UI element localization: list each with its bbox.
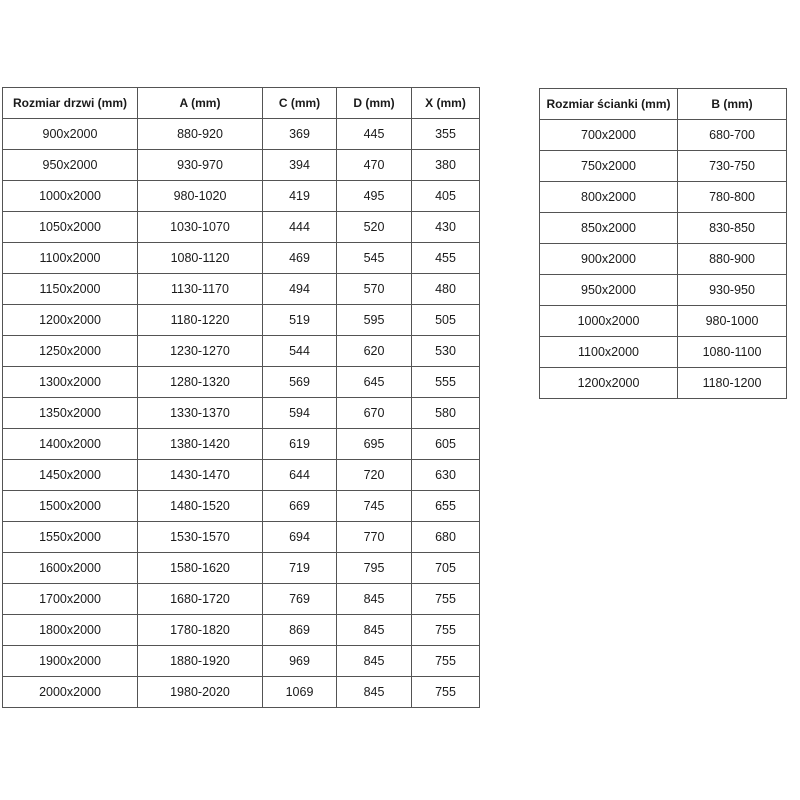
table-row — [3, 119, 480, 150]
table-cell: 2000x2000 — [3, 677, 138, 708]
door-sizes-header-row — [3, 88, 480, 119]
table-row — [3, 336, 480, 367]
table-cell: 969 — [263, 646, 337, 677]
table-cell: 755 — [412, 584, 480, 615]
table-cell: 800x2000 — [540, 182, 678, 213]
table-row — [3, 305, 480, 336]
table-cell: 494 — [263, 274, 337, 305]
table-row — [3, 553, 480, 584]
table-cell: 445 — [337, 119, 412, 150]
table-cell: 1150x2000 — [3, 274, 138, 305]
table-cell: 930-950 — [678, 275, 787, 306]
table-row — [3, 522, 480, 553]
table-cell: 769 — [263, 584, 337, 615]
table-cell: 1480-1520 — [138, 491, 263, 522]
table-cell: 869 — [263, 615, 337, 646]
table-row — [540, 151, 787, 182]
table-cell: 1230-1270 — [138, 336, 263, 367]
table-cell: 1080-1100 — [678, 337, 787, 368]
table-cell: 544 — [263, 336, 337, 367]
table-cell: 1000x2000 — [540, 306, 678, 337]
table-cell: 720 — [337, 460, 412, 491]
table-cell: 730-750 — [678, 151, 787, 182]
table-cell: 1000x2000 — [3, 181, 138, 212]
table-cell: 1280-1320 — [138, 367, 263, 398]
table-cell: 595 — [337, 305, 412, 336]
table-cell: 355 — [412, 119, 480, 150]
table-cell: 845 — [337, 677, 412, 708]
table-cell: 755 — [412, 615, 480, 646]
table-row — [3, 212, 480, 243]
table-cell: 880-920 — [138, 119, 263, 150]
table-cell: 930-970 — [138, 150, 263, 181]
table-row — [3, 677, 480, 708]
table-cell: 520 — [337, 212, 412, 243]
table-cell: 1780-1820 — [138, 615, 263, 646]
table-cell: 1430-1470 — [138, 460, 263, 491]
table-cell: 1100x2000 — [3, 243, 138, 274]
table-row — [540, 182, 787, 213]
table-row — [3, 584, 480, 615]
table-cell: 380 — [412, 150, 480, 181]
table-cell: 1200x2000 — [3, 305, 138, 336]
table-cell: 430 — [412, 212, 480, 243]
table-cell: 1980-2020 — [138, 677, 263, 708]
table-row — [3, 243, 480, 274]
table-cell: 580 — [412, 398, 480, 429]
table-cell: 405 — [412, 181, 480, 212]
table-row — [540, 275, 787, 306]
table-row — [3, 181, 480, 212]
table-cell: 1180-1220 — [138, 305, 263, 336]
column-header: C (mm) — [263, 88, 337, 119]
table-cell: 680-700 — [678, 120, 787, 151]
table-cell: 1550x2000 — [3, 522, 138, 553]
table-row — [3, 429, 480, 460]
table-cell: 605 — [412, 429, 480, 460]
table-cell: 795 — [337, 553, 412, 584]
table-cell: 719 — [263, 553, 337, 584]
table-cell: 444 — [263, 212, 337, 243]
table-cell: 555 — [412, 367, 480, 398]
table-cell: 1400x2000 — [3, 429, 138, 460]
table-cell: 845 — [337, 584, 412, 615]
table-cell: 620 — [337, 336, 412, 367]
table-cell: 655 — [412, 491, 480, 522]
table-cell: 680 — [412, 522, 480, 553]
table-cell: 1900x2000 — [3, 646, 138, 677]
table-row — [3, 367, 480, 398]
table-cell: 394 — [263, 150, 337, 181]
table-cell: 950x2000 — [540, 275, 678, 306]
table-cell: 594 — [263, 398, 337, 429]
table-cell: 1800x2000 — [3, 615, 138, 646]
table-cell: 545 — [337, 243, 412, 274]
table-cell: 830-850 — [678, 213, 787, 244]
table-cell: 630 — [412, 460, 480, 491]
table-cell: 700x2000 — [540, 120, 678, 151]
column-header: B (mm) — [678, 89, 787, 120]
table-cell: 1180-1200 — [678, 368, 787, 399]
table-cell: 1250x2000 — [3, 336, 138, 367]
table-row — [3, 646, 480, 677]
table-cell: 695 — [337, 429, 412, 460]
table-cell: 470 — [337, 150, 412, 181]
table-cell: 900x2000 — [3, 119, 138, 150]
column-header: D (mm) — [337, 88, 412, 119]
table-cell: 1200x2000 — [540, 368, 678, 399]
table-cell: 644 — [263, 460, 337, 491]
table-cell: 1450x2000 — [3, 460, 138, 491]
table-cell: 780-800 — [678, 182, 787, 213]
table-row — [3, 274, 480, 305]
door-sizes-table — [2, 87, 480, 708]
table-cell: 670 — [337, 398, 412, 429]
table-cell: 669 — [263, 491, 337, 522]
table-cell: 1100x2000 — [540, 337, 678, 368]
table-cell: 950x2000 — [3, 150, 138, 181]
table-cell: 850x2000 — [540, 213, 678, 244]
table-cell: 1130-1170 — [138, 274, 263, 305]
wall-sizes-header-row — [540, 89, 787, 120]
table-cell: 455 — [412, 243, 480, 274]
table-cell: 1080-1120 — [138, 243, 263, 274]
table-cell: 495 — [337, 181, 412, 212]
table-cell: 1700x2000 — [3, 584, 138, 615]
table-cell: 1880-1920 — [138, 646, 263, 677]
table-cell: 1069 — [263, 677, 337, 708]
table-row — [3, 615, 480, 646]
table-row — [3, 460, 480, 491]
table-cell: 900x2000 — [540, 244, 678, 275]
table-cell: 1380-1420 — [138, 429, 263, 460]
table-cell: 755 — [412, 646, 480, 677]
table-cell: 419 — [263, 181, 337, 212]
table-cell: 369 — [263, 119, 337, 150]
table-row — [3, 150, 480, 181]
table-cell: 705 — [412, 553, 480, 584]
table-cell: 505 — [412, 305, 480, 336]
table-cell: 1580-1620 — [138, 553, 263, 584]
table-cell: 480 — [412, 274, 480, 305]
table-cell: 1500x2000 — [3, 491, 138, 522]
table-row — [3, 398, 480, 429]
table-cell: 530 — [412, 336, 480, 367]
table-cell: 645 — [337, 367, 412, 398]
table-cell: 1350x2000 — [3, 398, 138, 429]
column-header: Rozmiar ścianki (mm) — [540, 89, 678, 120]
table-cell: 1530-1570 — [138, 522, 263, 553]
column-header: A (mm) — [138, 88, 263, 119]
table-cell: 750x2000 — [540, 151, 678, 182]
table-row — [540, 213, 787, 244]
table-cell: 1330-1370 — [138, 398, 263, 429]
column-header: Rozmiar drzwi (mm) — [3, 88, 138, 119]
table-cell: 569 — [263, 367, 337, 398]
table-cell: 1600x2000 — [3, 553, 138, 584]
table-row — [3, 491, 480, 522]
table-cell: 469 — [263, 243, 337, 274]
table-row — [540, 306, 787, 337]
table-cell: 619 — [263, 429, 337, 460]
column-header: X (mm) — [412, 88, 480, 119]
table-cell: 1680-1720 — [138, 584, 263, 615]
table-cell: 694 — [263, 522, 337, 553]
table-cell: 980-1000 — [678, 306, 787, 337]
table-cell: 519 — [263, 305, 337, 336]
table-row — [540, 337, 787, 368]
table-cell: 845 — [337, 646, 412, 677]
table-cell: 1300x2000 — [3, 367, 138, 398]
table-cell: 755 — [412, 677, 480, 708]
table-row — [540, 244, 787, 275]
table-cell: 745 — [337, 491, 412, 522]
table-cell: 570 — [337, 274, 412, 305]
table-cell: 770 — [337, 522, 412, 553]
table-cell: 1030-1070 — [138, 212, 263, 243]
table-cell: 880-900 — [678, 244, 787, 275]
table-cell: 980-1020 — [138, 181, 263, 212]
table-row — [540, 368, 787, 399]
table-row — [540, 120, 787, 151]
wall-sizes-table — [539, 88, 787, 399]
table-cell: 1050x2000 — [3, 212, 138, 243]
table-cell: 845 — [337, 615, 412, 646]
